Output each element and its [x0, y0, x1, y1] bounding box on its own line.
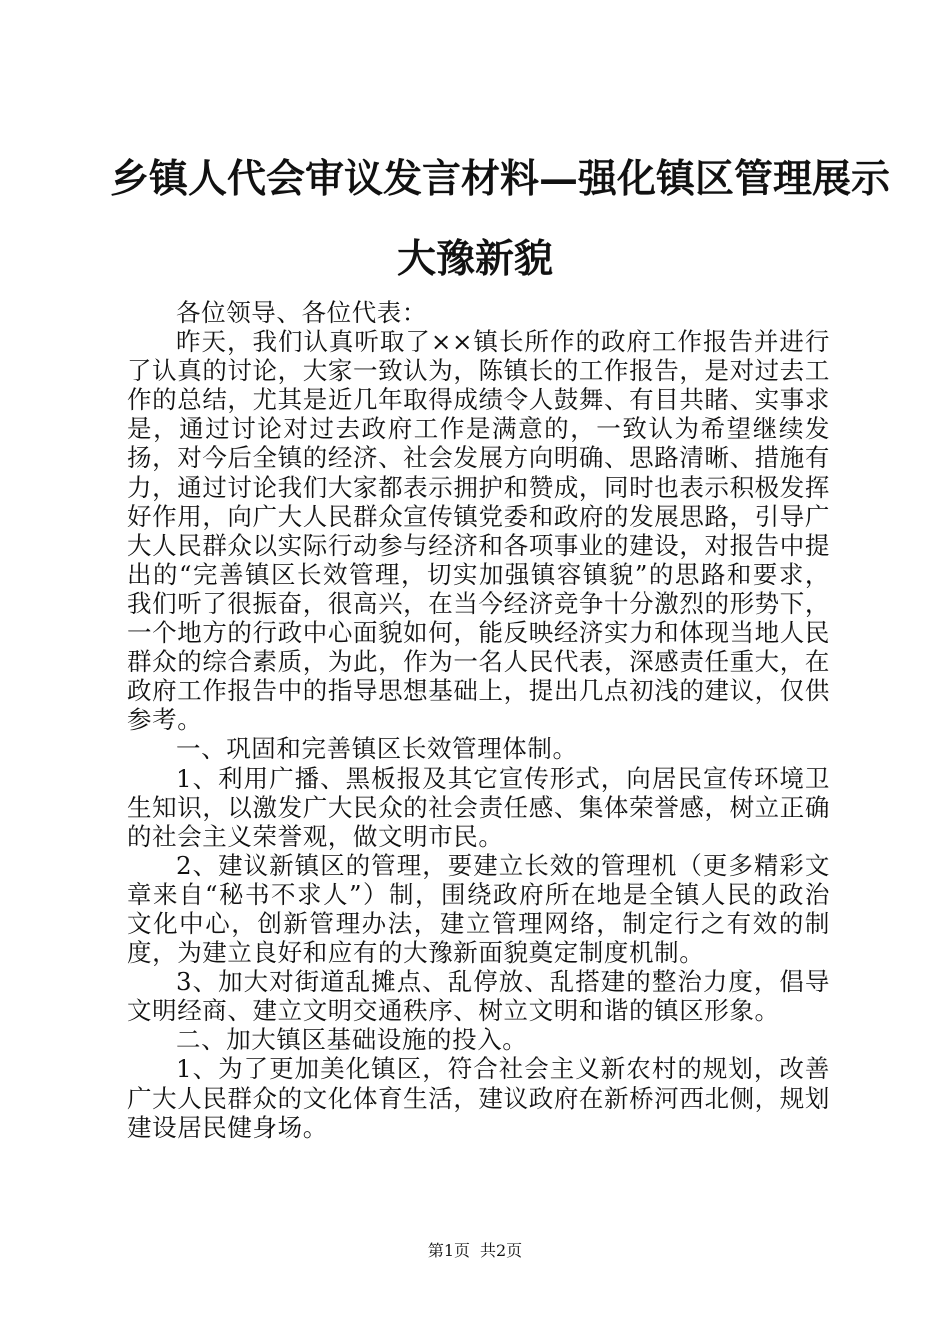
- document-body: [127, 298, 830, 1142]
- salutation-paragraph: 各位领导、各位代表：: [176, 298, 427, 327]
- section-1-item-3: 3、加大对街道乱摊点、乱停放、乱搭建的整治力度，倡导文明经商、建立文明交通秩序、树立文明和谐的镇区形象。: [127, 967, 830, 1026]
- section-1-item-1: 1、利用广播、黑板报及其它宣传形式，向居民宣传环境卫生知识，以激发广大民众的社会责任感、集体荣誉感，树立正确的社会主义荣誉观，做文明市民。: [127, 763, 830, 851]
- page-number: 第1页: [427, 1241, 470, 1260]
- intro-paragraph: 昨天，我们认真听取了××镇长所作的政府工作报告并进行了认真的讨论，大家一致认为，陈镇长的工作报告，是对过去工作的总结，尤其是近几年取得成绩令人鼓舞、有目共睹、实事求是，通过讨论对过去政府工作是满意的，一致认为希望继续发扬，对今后全镇的经济、社会发展方向明确、思路清晰、措施有力，通过讨论我们大家都表示拥护和赞成，同时也表示积极发挥好作用，向广大人民群众宣传镇党委和政府的发展思路，引导广大人民群众以实际行动参与经济和各项事业的建设，对报告中提出的“完善镇区长效管理，切实加强镇容镇貌”的思路和要求，我们听了很振奋，很高兴，在当今经济竞争十分激烈的形势下，一个地方的行政中心面貌如何，能反映经济实力和体现当地人民群众的综合素质，为此，作为一名人民代表，深感责任重大，在政府工作报告中的指导思想基础上，提出几点初浅的建议，仅供参考。: [127, 327, 830, 735]
- document-title-line-2: 大豫新貌: [396, 236, 553, 282]
- section-heading-2: 二、加大镇区基础设施的投入。: [176, 1025, 528, 1055]
- section-1-item-2: 2、建议新镇区的管理，要建立长效的管理机（更多精彩文章来自“秘书不求人”）制，围绕政府所在地是全镇人民的政治文化中心，创新管理办法，建立管理网络，制定行之有效的制度，为建立良好和应有的大豫新面貌奠定制度机制。: [127, 850, 830, 968]
- section-heading-1: 一、巩固和完善镇区长效管理体制。: [176, 734, 578, 764]
- page-footer: [0, 1243, 950, 1259]
- page-total: 共2页: [480, 1241, 523, 1260]
- section-2-item-1: 1、为了更加美化镇区，符合社会主义新农村的规划，改善广大人民群众的文化体育生活，建议政府在新桥河西北侧，规划建设居民健身场。: [127, 1054, 830, 1142]
- document-title-line-1: 乡镇人代会审议发言材料—强化镇区管理展示: [110, 156, 891, 202]
